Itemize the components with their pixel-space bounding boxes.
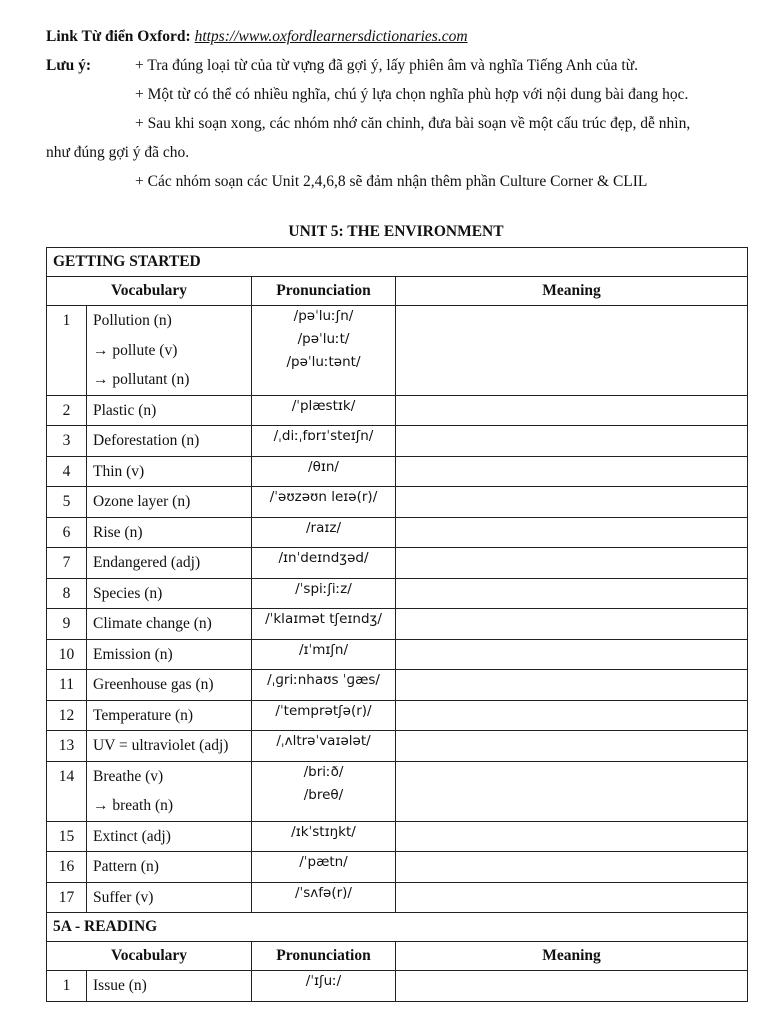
- pronunciation-cell: [252, 395, 396, 426]
- table-row: [47, 852, 748, 883]
- vocabulary-table: [46, 247, 748, 1002]
- vocab-word: Ozone layer (n): [93, 493, 191, 510]
- pronunciation-cell: [252, 456, 396, 487]
- pronunciation-text: /ˈspiːʃiːz/: [295, 580, 352, 597]
- vocab-cell: [87, 517, 252, 548]
- table-row: [47, 821, 748, 852]
- vocab-word: Issue (n): [93, 977, 147, 994]
- pronunciation-cell: [252, 670, 396, 701]
- pronunciation-text: /ɪˈmɪʃn/: [298, 641, 349, 658]
- pronunciation-cell: [252, 306, 396, 396]
- unit-title: UNIT 5: THE ENVIRONMENT: [288, 223, 504, 240]
- row-number: 1: [62, 312, 71, 329]
- pronunciation-text: /ˈɪʃuː/: [305, 973, 342, 989]
- vocab-word: Rise (n): [93, 523, 143, 541]
- vocab-cell: [87, 426, 252, 457]
- row-number: 4: [62, 462, 71, 480]
- table-row: [47, 639, 748, 670]
- row-number-cell: [47, 821, 87, 852]
- table-row: [47, 456, 748, 487]
- vocab-cell: [87, 882, 252, 913]
- row-number: 15: [58, 827, 75, 845]
- vocab-cell: [87, 548, 252, 579]
- table-row: [47, 882, 748, 913]
- vocab-word: UV = ultraviolet (adj): [93, 737, 229, 754]
- pronunciation-text: /ɪkˈstɪŋkt/: [291, 823, 356, 840]
- vocab-word: Greenhouse gas (n): [93, 676, 214, 693]
- vocab-word: Breathe (v): [93, 767, 164, 785]
- vocab-word: Endangered (adj): [93, 554, 201, 571]
- row-number: 2: [62, 401, 71, 419]
- row-number-cell: [47, 731, 87, 762]
- row-number-cell: [47, 548, 87, 579]
- vocab-cell: [87, 670, 252, 701]
- note-label: Lưu ý:: [46, 57, 92, 74]
- row-number: 5: [62, 493, 71, 510]
- table-row: [47, 761, 748, 821]
- pronunciation-text: /ˌɡriːnhaʊs ˈɡæs/: [267, 672, 380, 688]
- row-number: 8: [62, 584, 71, 602]
- row-number-cell: [47, 517, 87, 548]
- row-number-cell: [47, 609, 87, 640]
- row-number: 1: [62, 977, 71, 994]
- row-number-cell: [47, 456, 87, 487]
- row-number: 14: [58, 767, 75, 785]
- vocab-word: Climate change (n): [93, 615, 212, 632]
- table-row: [47, 548, 748, 579]
- row-number: 16: [58, 858, 75, 875]
- pronunciation-text: /pəˈluːt/: [297, 331, 350, 347]
- section-header: [47, 248, 748, 277]
- pronunciation-text: /raɪz/: [305, 519, 342, 536]
- pronunciation-text: /pəˈluːtənt/: [286, 354, 361, 370]
- column-header-row: [47, 942, 748, 971]
- vocabulary-header: Vocabulary: [47, 942, 252, 971]
- row-number-cell: [47, 306, 87, 396]
- vocab-cell: [87, 609, 252, 640]
- pronunciation-text: /ˈsʌfə(r)/: [295, 884, 352, 901]
- row-number: 9: [62, 615, 71, 632]
- pronunciation-text: /ˈplæstɪk/: [291, 397, 356, 414]
- vocabulary-header: Vocabulary: [47, 277, 252, 306]
- meaning-cell[interactable]: [396, 700, 748, 731]
- meaning-cell[interactable]: [396, 761, 748, 821]
- pronunciation-text: /ˌdiːˌfɒrɪˈsteɪʃn/: [273, 428, 374, 444]
- pronunciation-header: Pronunciation: [252, 942, 396, 971]
- table-row: [47, 395, 748, 426]
- pronunciation-cell: [252, 426, 396, 457]
- note-1: + Tra đúng loại từ của từ vựng đã gợi ý, lấy phiên âm và nghĩa Tiếng Anh của từ.: [135, 57, 639, 74]
- pronunciation-cell: [252, 578, 396, 609]
- link-label: Link Từ điển Oxford:: [46, 28, 191, 45]
- note-line-1: [46, 51, 746, 80]
- table-row: [47, 517, 748, 548]
- meaning-cell[interactable]: [396, 731, 748, 762]
- row-number-cell: [47, 700, 87, 731]
- meaning-cell[interactable]: [396, 578, 748, 609]
- vocab-cell: [87, 761, 252, 821]
- table-row: [47, 670, 748, 701]
- row-number-cell: [47, 426, 87, 457]
- meaning-cell[interactable]: [396, 426, 748, 457]
- pronunciation-text: /ˈəʊzəʊn leɪə(r)/: [269, 489, 378, 505]
- table-row: [47, 426, 748, 457]
- pronunciation-text: /pəˈluːʃn/: [293, 308, 354, 324]
- meaning-cell[interactable]: [396, 639, 748, 670]
- pronunciation-cell: [252, 882, 396, 913]
- section-title: 5A - READING: [47, 913, 748, 942]
- meaning-cell[interactable]: [396, 456, 748, 487]
- vocab-cell: [87, 852, 252, 883]
- pronunciation-cell: [252, 731, 396, 762]
- row-number: 12: [58, 706, 75, 724]
- pronunciation-cell: [252, 971, 396, 1002]
- meaning-cell[interactable]: [396, 487, 748, 518]
- row-number-cell: [47, 670, 87, 701]
- meaning-cell[interactable]: [396, 517, 748, 548]
- meaning-cell[interactable]: [396, 852, 748, 883]
- pronunciation-cell: [252, 639, 396, 670]
- row-number-cell: [47, 761, 87, 821]
- pronunciation-text: /ˌʌltrəˈvaɪələt/: [276, 733, 371, 749]
- pronunciation-text: /ˈtemprətʃə(r)/: [275, 702, 372, 719]
- row-number: 13: [58, 737, 75, 754]
- pronunciation-text: /ɪnˈdeɪndʒəd/: [278, 550, 369, 566]
- table-row: [47, 578, 748, 609]
- row-number-cell: [47, 852, 87, 883]
- vocab-word: Thin (v): [93, 462, 145, 480]
- vocab-cell: [87, 456, 252, 487]
- vocab-cell: [87, 395, 252, 426]
- vocab-word: Pollution (n): [93, 312, 172, 329]
- pronunciation-text: /breθ/: [303, 786, 344, 803]
- meaning-cell[interactable]: [396, 395, 748, 426]
- vocab-word: Suffer (v): [93, 888, 154, 906]
- note-3a: + Sau khi soạn xong, các nhóm nhớ căn chỉnh, đưa bài soạn về một cấu trúc đẹp, dễ nhìn,: [135, 115, 691, 132]
- vocab-cell: [87, 971, 252, 1002]
- section-title: GETTING STARTED: [47, 248, 748, 277]
- row-number-cell: [47, 578, 87, 609]
- vocab-cell: [87, 578, 252, 609]
- meaning-cell[interactable]: [396, 306, 748, 396]
- vocab-cell: [87, 731, 252, 762]
- row-number-cell: [47, 395, 87, 426]
- table-row: [47, 971, 748, 1002]
- meaning-header: Meaning: [396, 277, 748, 306]
- row-number: 17: [58, 888, 75, 906]
- pronunciation-cell: [252, 517, 396, 548]
- vocab-word: Species (n): [93, 584, 163, 602]
- row-number-cell: [47, 971, 87, 1002]
- row-number: 7: [62, 554, 71, 571]
- meaning-cell[interactable]: [396, 971, 748, 1002]
- meaning-cell[interactable]: [396, 548, 748, 579]
- pronunciation-cell: [252, 761, 396, 821]
- vocab-cell: [87, 487, 252, 518]
- meaning-cell[interactable]: [396, 882, 748, 913]
- document-page: [46, 22, 746, 1002]
- meaning-cell[interactable]: [396, 821, 748, 852]
- vocab-word: → pollutant (n): [93, 371, 190, 388]
- row-number: 3: [62, 432, 71, 449]
- table-row: [47, 609, 748, 640]
- vocab-word: Extinct (adj): [93, 827, 171, 845]
- pronunciation-text: /ˈklaɪmət tʃeɪndʒ/: [265, 611, 382, 627]
- table-row: [47, 731, 748, 762]
- pronunciation-text: /briːð/: [303, 763, 344, 780]
- pronunciation-cell: [252, 548, 396, 579]
- vocab-cell: [87, 306, 252, 396]
- vocab-word: Plastic (n): [93, 401, 157, 419]
- pronunciation-cell: [252, 609, 396, 640]
- column-header-row: [47, 277, 748, 306]
- row-number-cell: [47, 639, 87, 670]
- note-2: + Một từ có thể có nhiều nghĩa, chú ý lựa chọn nghĩa phù hợp với nội dung bài đang học.: [135, 86, 689, 103]
- row-number: 11: [59, 676, 74, 693]
- note-4: + Các nhóm soạn các Unit 2,4,6,8 sẽ đảm nhận thêm phần Culture Corner & CLIL: [135, 173, 648, 190]
- oxford-link[interactable]: https://www.oxfordlearnersdictionaries.com: [194, 28, 468, 45]
- vocab-word: Emission (n): [93, 645, 173, 663]
- meaning-header: Meaning: [396, 942, 748, 971]
- row-number: 6: [62, 523, 71, 541]
- vocab-word: → breath (n): [93, 797, 174, 814]
- vocab-word: Pattern (n): [93, 858, 159, 875]
- section-header: [47, 913, 748, 942]
- note-3b: như đúng gợi ý đã cho.: [46, 144, 190, 161]
- table-row: [47, 306, 748, 396]
- vocab-cell: [87, 639, 252, 670]
- pronunciation-cell: [252, 852, 396, 883]
- meaning-cell[interactable]: [396, 609, 748, 640]
- vocab-cell: [87, 821, 252, 852]
- link-line: [46, 22, 746, 51]
- vocab-word: → pollute (v): [93, 341, 178, 359]
- row-number: 10: [58, 645, 75, 663]
- row-number-cell: [47, 882, 87, 913]
- vocab-word: Temperature (n): [93, 706, 194, 724]
- pronunciation-cell: [252, 821, 396, 852]
- vocab-cell: [87, 700, 252, 731]
- pronunciation-cell: [252, 700, 396, 731]
- pronunciation-cell: [252, 487, 396, 518]
- table-row: [47, 487, 748, 518]
- table-row: [47, 700, 748, 731]
- meaning-cell[interactable]: [396, 670, 748, 701]
- row-number-cell: [47, 487, 87, 518]
- pronunciation-text: /θɪn/: [308, 458, 339, 475]
- vocab-word: Deforestation (n): [93, 432, 200, 449]
- pronunciation-text: /ˈpætn/: [299, 854, 348, 870]
- pronunciation-header: Pronunciation: [252, 277, 396, 306]
